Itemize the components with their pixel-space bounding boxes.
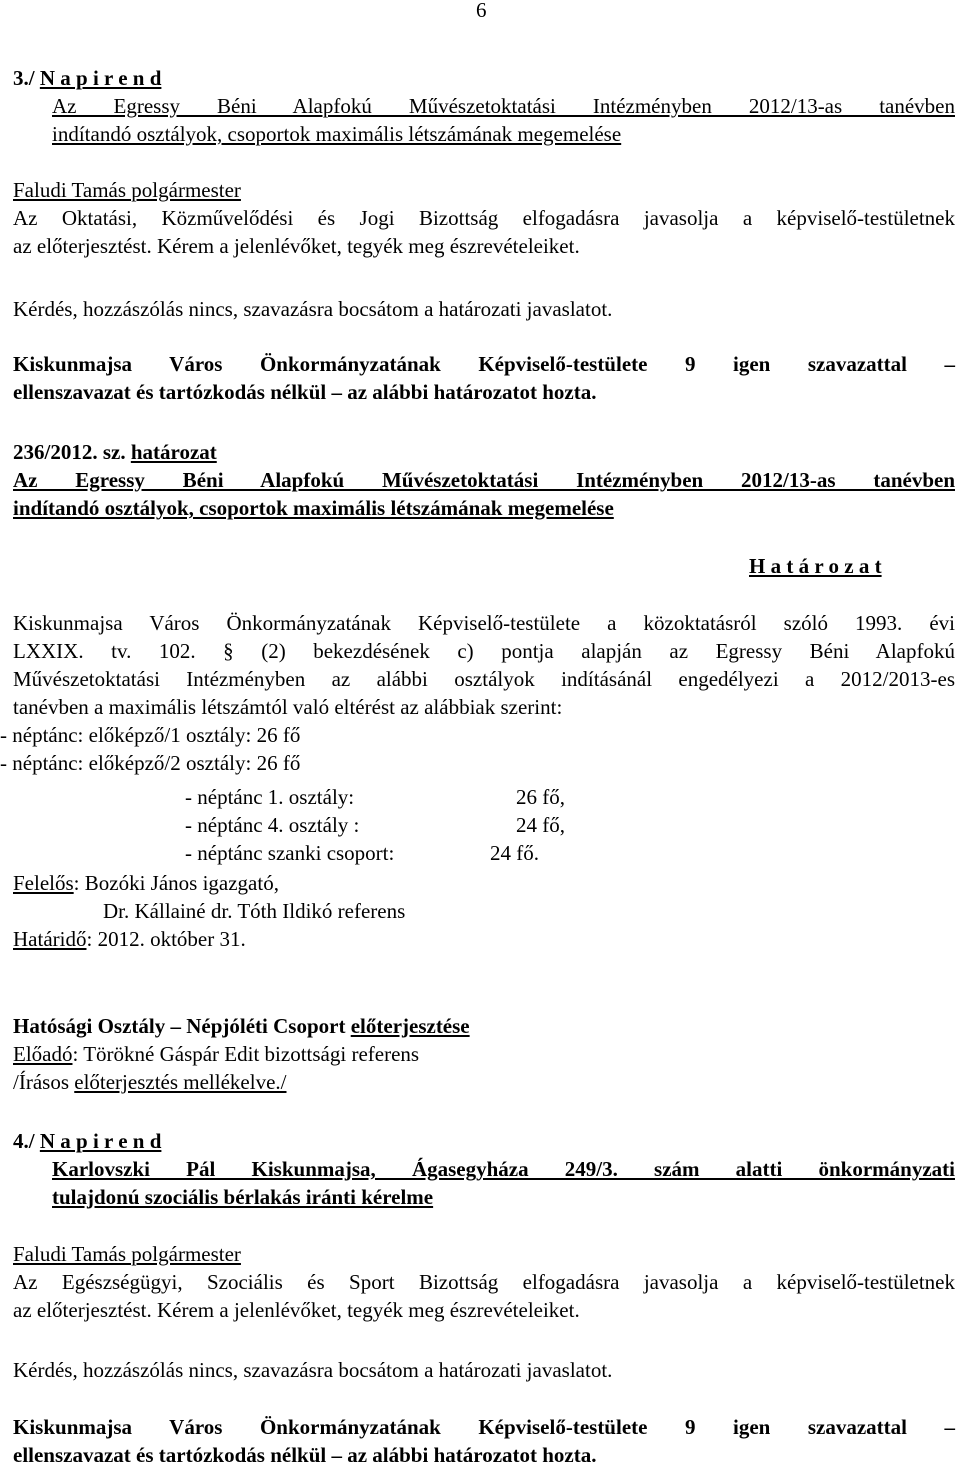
sublist-label: - néptánc szanki csoport: [185,841,395,865]
agenda-3-header [13,64,161,92]
resolution-body-line4: tanévben a maximális létszámtól való eltérést az alábbiak szerint: [13,695,563,719]
responsible-label: Felelős [13,871,74,895]
deadline-line [13,925,246,953]
agenda-4-vote-line2: ellenszavazat és tartózkodás nélkül – az alábbi határozatot hozta. [13,1443,597,1467]
resolution-number-a: 236/2012. sz. [13,440,126,464]
list-item: - néptánc: előképző/2 osztály: 26 fő [0,751,301,775]
agenda-4-intro-line1: Az Egészségügyi, Szociális és Sport Bizottság elfogadásra javasolja a képviselő-testületnek [13,1270,955,1294]
agenda-3-title-line1: Az Egressy Béni Alapfokú Művészetoktatási Intézményben 2012/13-as tanévben [52,94,955,118]
resolution-body-line1: Kiskunmajsa Város Önkormányzatának Képviselő-testülete a közoktatásról szóló 1993. évi [13,611,955,635]
agenda-3-question: Kérdés, hozzászólás nincs, szavazásra bocsátom a határozati javaslatot. [13,297,613,321]
agenda-4-heading: N a p i r e n d [39,1129,162,1153]
agenda-4-number: 4./ [13,1129,35,1153]
list-item: - néptánc: előképző/1 osztály: 26 fő [0,723,301,747]
agenda-4-question: Kérdés, hozzászólás nincs, szavazásra bocsátom a határozati javaslatot. [13,1358,613,1382]
sublist-label: - néptánc 1. osztály: [185,785,355,809]
agenda-3-heading: N a p i r e n d [39,66,162,90]
attachment-b: előterjesztés mellékelve./ [74,1070,287,1094]
deadline-label: Határidő [13,927,87,951]
responsible-line2: Dr. Kállainé dr. Tóth Ildikó referens [103,899,406,923]
sublist-value: 26 fő, [516,785,565,809]
hatarozat-heading: H a t á r o z a t [749,554,882,578]
agenda-3-speaker: Faludi Tamás polgármester [13,178,241,202]
agenda-4-intro-line2: az előterjesztést. Kérem a jelenlévőket, tegyék meg észrevételeiket. [13,1298,580,1322]
presenter-label: Előadó [13,1042,73,1066]
sublist-value: 24 fő, [516,813,565,837]
hatosagi-title-b: előterjesztése [350,1014,470,1038]
agenda-3-number: 3./ [13,66,35,90]
agenda-4-vote-line1: Kiskunmajsa Város Önkormányzatának Képviselő-testülete 9 igen szavazattal – [13,1415,955,1439]
resolution-number [13,438,217,466]
agenda-3-title-line2: indítandó osztályok, csoportok maximális létszámának megemelése [52,122,622,146]
resolution-title-line2: indítandó osztályok, csoportok maximális létszámának megemelése [13,496,614,520]
agenda-3-intro-line1: Az Oktatási, Közművelődési és Jogi Bizottság elfogadásra javasolja a képviselő-testületnek [13,206,955,230]
agenda-4-speaker: Faludi Tamás polgármester [13,1242,241,1266]
attachment-line [13,1068,287,1096]
agenda-3-vote-line1: Kiskunmajsa Város Önkormányzatának Képviselő-testülete 9 igen szavazattal – [13,352,955,376]
agenda-4-title-line2: tulajdonú szociális bérlakás iránti kérelme [52,1185,434,1209]
agenda-3-intro-line2: az előterjesztést. Kérem a jelenlévőket, tegyék meg észrevételeiket. [13,234,580,258]
sublist-value: 24 fő. [490,841,539,865]
deadline-value: : 2012. október 31. [86,927,246,951]
agenda-3-vote-line2: ellenszavazat és tartózkodás nélkül – az alábbi határozatot hozta. [13,380,597,404]
resolution-body-line3: Művészetoktatási Intézményben az alábbi osztályok indításánál engedélyezi a 2012/2013-es [13,667,955,691]
resolution-number-b: határozat [130,440,217,464]
resolution-title-line1: Az Egressy Béni Alapfokú Művészetoktatási Intézményben 2012/13-as tanévben [13,468,955,492]
presenter-line [13,1040,419,1068]
agenda-4-title-line1: Karlovszki Pál Kiskunmajsa, Ágasegyháza 249/3. szám alatti önkormányzati [52,1157,955,1181]
responsible-value: : Bozóki János igazgató, [73,871,279,895]
hatosagi-title [13,1012,470,1040]
agenda-4-header [13,1127,161,1155]
page-number: 6 [476,0,487,22]
hatosagi-title-a: Hatósági Osztály – Népjóléti Csoport [13,1014,346,1038]
attachment-a: /Írásos [13,1070,69,1094]
responsible-line1 [13,869,279,897]
resolution-body-line2: LXXIX. tv. 102. § (2) bekezdésének c) pontja alapján az Egressy Béni Alapfokú [13,639,955,663]
sublist-label: - néptánc 4. osztály : [185,813,360,837]
presenter-value: : Törökné Gáspár Edit bizottsági referens [72,1042,420,1066]
